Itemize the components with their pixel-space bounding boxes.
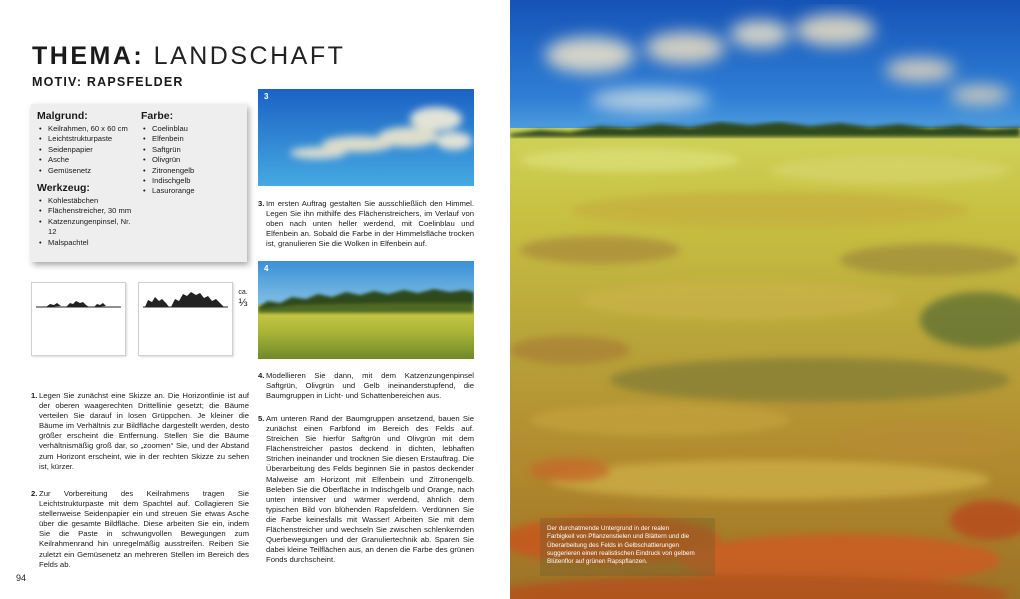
werkzeug-heading: Werkzeug:	[37, 182, 90, 195]
farbe-list	[141, 124, 241, 197]
list-item: • Zitronengelb	[141, 166, 241, 176]
list-item: • Coelinblau	[141, 124, 241, 134]
list-item: • Saftgrün	[141, 145, 241, 155]
list-item: • Keilrahmen, 60 x 60 cm	[37, 124, 155, 134]
step-5: 5. Am unteren Rand der Baumgruppen ansetzend, bauen Sie zunächst einen Farbfond im Bereich des Felds auf. Streichen Sie hierfür Saftgrün und Olivgrün mit dem Flächenstreicher pastos deckend in dichten, lebhaften Strichen ineinander und trocknen Sie diesen Erstauftrag. Die Überarbeitung des Felds beginnen Sie in pastos deckender Malweise am Horizont mit Elfenbein und Zitronengelb. Beleben Sie die Oberfläche in Indischgelb und Orange, nach unten intensiver und wärmer werdend, ähnlich dem typischen Bild von blühenden Rapsfeldern. Verdünnen Sie die Farbe keinesfalls mit Wasser! Arbeiten Sie mit dem Flächenstreicher und wechseln Sie zwischen schlenkernden Querbewegungen und der Granuliertechnik ab. Sparen Sie dabei kleine Teilflächen aus, an denen die Farbe des grünen Fonds durchscheint.	[258, 414, 474, 565]
list-item: • Katzenzungenpinsel, Nr. 12	[37, 217, 140, 238]
list-item: • Lasurorange	[141, 186, 241, 196]
page-title: THEMA: LANDSCHAFT	[32, 42, 346, 70]
sketch-ratio: ca. ⅓	[238, 289, 248, 309]
list-item: • Flächenstreicher, 30 mm	[37, 206, 155, 216]
werkzeug-list	[37, 196, 155, 248]
sketch-large-trees	[138, 282, 233, 356]
rapeseed-field-painting	[510, 0, 1020, 599]
list-item: • Elfenbein	[141, 134, 241, 144]
list-item: • Malspachtel	[37, 238, 155, 248]
list-item: • Seidenpapier	[37, 145, 155, 155]
step-1: 1. Legen Sie zunächst eine Skizze an. Die Horizontlinie ist auf der oberen waagerechten Drittellinie gesetzt; die Bäume verteilen Sie darauf in losen Grüppchen. Je kleiner die Bäume im Verhältnis zur Bildfläche dargestellt werden, desto größer erscheint die Entfernung. Stellen Sie die Bäume verhältnismäßig groß dar, so „zoomen“ Sie, und der Abstand zum Horizont erscheint, wie in der rechten Skizze zu sehen ist, kürzer.	[31, 391, 249, 471]
materials-right-column	[141, 110, 241, 197]
malgrund-list	[37, 124, 155, 176]
step-2: 2. Zur Vorbereitung des Keilrahmens tragen Sie Leichtstrukturpaste mit dem Spachtel auf. Collagieren Sie stellenweise Seidenpapier ein und streuen Sie etwas Asche über die gesamte Bildfläche. Diese arbeiten Sie ein, indem Sie die Paste in schwungvollen Bewegungen zum Keilrahmenrand hin unregelmäßig ausstreifen. Reiben Sie zuletzt ein Gemüsenetz an mehreren Stellen im Bereich des Felds ab.	[31, 489, 249, 569]
tree-painting	[258, 261, 474, 359]
sky-painting	[258, 89, 474, 186]
step-3: 3. Im ersten Auftrag gestalten Sie ausschließlich den Himmel. Legen Sie ihn mithilfe des Flächenstreichers, im Verlauf von oben nach unten heller werdend, mit Coelinblau und Elfenbein an. Sobald die Farbe in der Himmelsfläche trocken ist, granulieren Sie die Wolken in Elfenbein auf.	[258, 199, 474, 249]
painting-full-page	[510, 0, 1020, 599]
materials-box	[31, 104, 247, 262]
list-item: • Indischgelb	[141, 176, 241, 186]
page-number: 94	[16, 573, 27, 583]
list-item: • Gemüsenetz	[37, 166, 155, 176]
list-item: • Kohlestäbchen	[37, 196, 155, 206]
malgrund-heading: Malgrund:	[37, 110, 88, 122]
photo-step-3	[258, 89, 474, 186]
painting-caption: Der durchatmende Untergrund in der realen Farbigkeit von Pflanzenstielen und Blättern und die Überarbeitung des Felds in Gelbschattierungen suggerieren einen realistischen Eindruck von gelbem Blütenflor auf grünen Rapspflanzen.	[547, 525, 695, 566]
motif-subtitle: MOTIV: RAPSFELDER	[32, 75, 184, 89]
list-item: • Leichtstrukturpaste	[37, 134, 155, 144]
materials-left-column	[37, 110, 155, 248]
sketch-small-trees	[31, 282, 126, 356]
photo-step-4	[258, 261, 474, 359]
step-badge: 3	[264, 92, 269, 101]
list-item: • Asche	[37, 155, 155, 165]
farbe-heading: Farbe:	[141, 110, 174, 122]
sketch-drawing	[32, 283, 125, 355]
step-4: 4. Modellieren Sie dann, mit dem Katzenzungenpinsel Saftgrün, Olivgrün und Gelb ineinanderstupfend, die Baumgruppen in Licht- und Schattenbereichen aus.	[258, 371, 474, 401]
step-badge: 4	[264, 264, 269, 273]
list-item: • Olivgrün	[141, 155, 241, 165]
sketch-drawing	[139, 283, 232, 355]
